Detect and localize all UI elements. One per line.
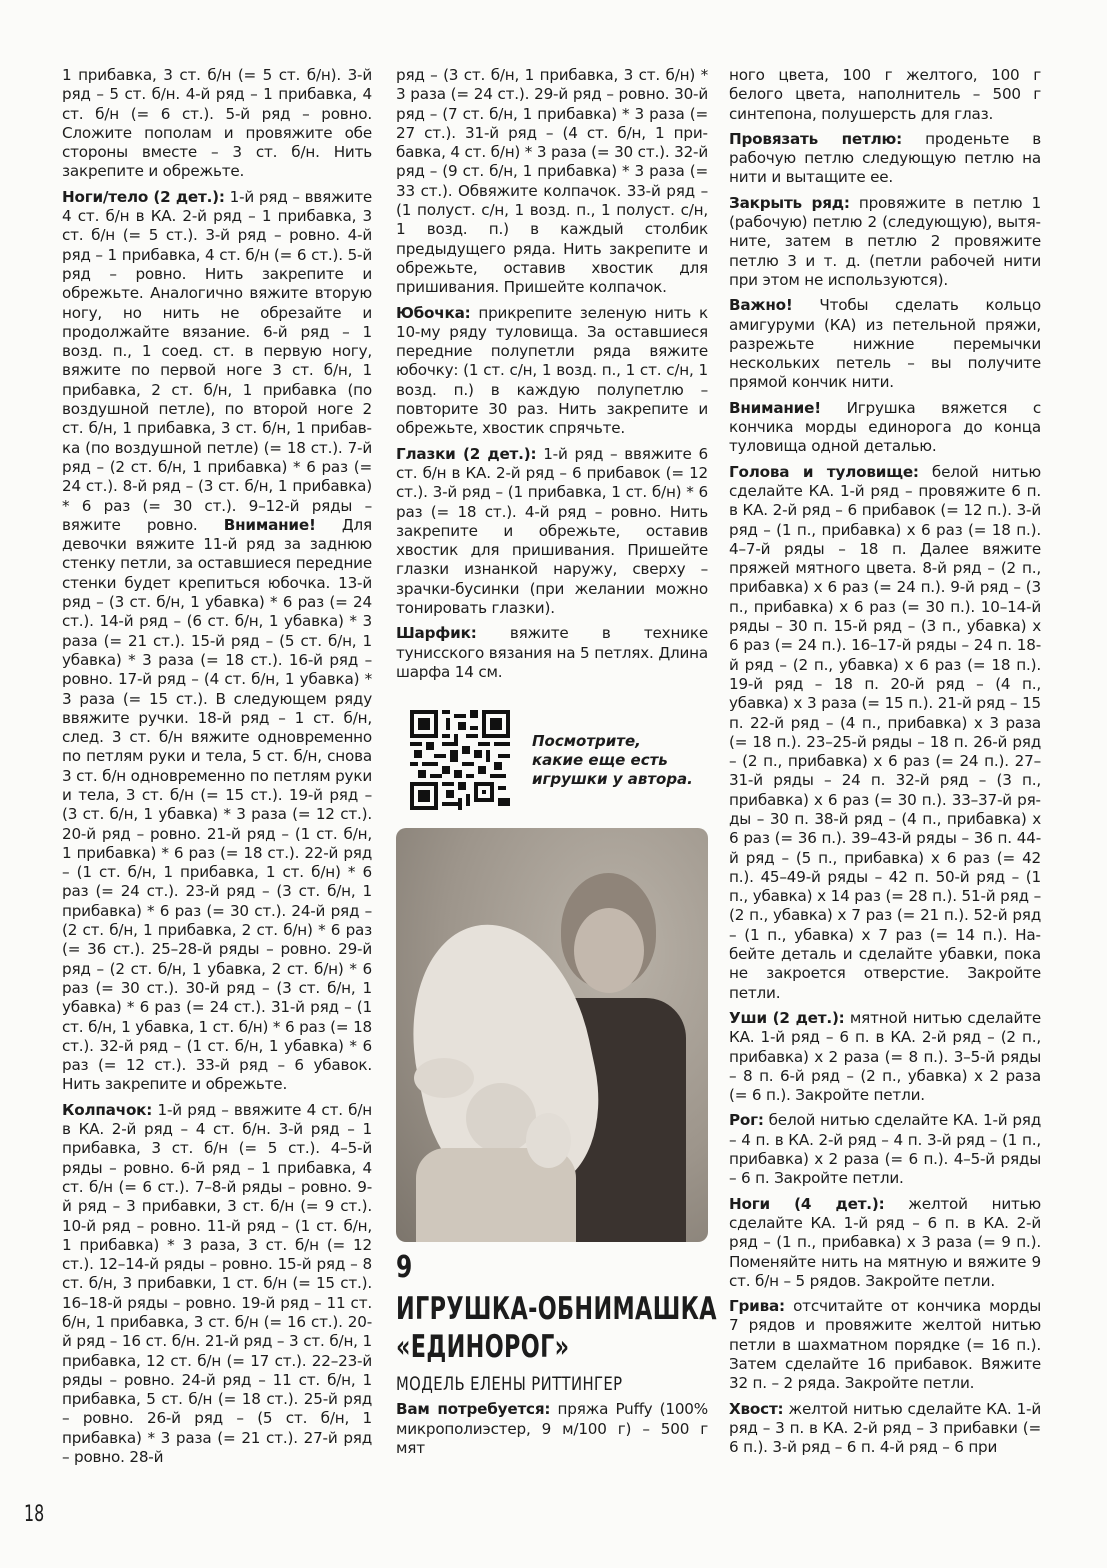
paragraph-mane: Грива: отсчитайте от кончика морды 7 рядов и провяжите желтой нитью петли в шахматном порядке (= 16 п.). Затем сделайте 16 прибавок. Вяжите 32 п. – 2 ряда. Закройте петли. (729, 1297, 1041, 1393)
paragraph-cap-continued: ряд – (3 ст. б/н, 1 прибавка, 3 ст. б/н) * 3 раза (= 24 ст.). 29-й ряд – ровно. 30-й ряд – (7 ст. б/н, 1 прибавка) * 3 раза (= 27 ст.). 31-й ряд – (4 ст. б/н, 1 прибавка, 4 ст. б/н) * 3 раза (= 30 ст.). 32-й ряд – (9 ст. б/н, 1 прибавка) * 3 раза (= 33 ст.). Обвяжите колпачок. 33-й ряд – (1 полуст. с/н, 1 возд. п., 1 полуст. с/н, 1 возд. п.) в каждый столбик предыдущего ряда. Нить закрепите и обрежьте, оставив хвостик для пришивания. Пришейте колпачок. (396, 66, 708, 297)
section-number: 9 (396, 1250, 413, 1286)
paragraph-tail: Хвост: желтой нитью сделайте КА. 1-й ряд – 3 п. в КА. 2-й ряд – 3 прибавки (= 6 п.). 3-й ряд – 6 п. 4-й ряд – 6 при (729, 1399, 1041, 1457)
paragraph-eyes: Глазки (2 дет.): 1-й ряд – ввяжите 6 ст. б/н в КА. 2-й ряд – 6 прибавок (= 12 ст.). 3-й ряд – (1 прибавка, 1 ст. б/н) * 6 раз (= 18 ст.). 4-й ряд – ровно. Нить закрепите и обрежьте, оставив хвостик для пришивания. Пришейте глазки изнанкой наружу, сверху – зрачки-бусинки (при желании можно тонировать глазки). (396, 444, 708, 618)
heading-cap: Колпачок: (62, 1100, 153, 1119)
qr-code-icon[interactable] (410, 710, 510, 810)
paragraph-legs-end: 1 прибавка, 3 ст. б/н (= 5 ст. б/н). 3-й ряд – 5 ст. б/н. 4-й ряд – 1 прибавка, 4 ст. б/н (= 6 ст.). 5-й ряд – ровно. Сложите пополам и провяжите обе стороны вместе – 3 ст. б/н. Нить закрепите и обрежьте. (62, 66, 372, 181)
heading-materials: Вам потребуется: (396, 1400, 551, 1419)
middle-column (396, 66, 717, 1464)
paragraph-scarf: Шарфик: вяжите в технике тунисского вязания на 5 петлях. Длина шарфа 14 см. (396, 624, 708, 681)
heading-eyes: Глазки (2 дет.): (396, 444, 537, 463)
paragraph-attention: Внимание! Игрушка вяжется с кончика морды единорога до конца туловища одной деталью. (729, 398, 1041, 456)
photo-toy-foot (526, 1113, 571, 1168)
paragraph-close-row: Закрыть ряд: провяжите в петлю 1 (рабочую) петлю 2 (следующую), вытяните, затем в петлю 2 провяжите петлю 3 и т. д. (петли рабочей нити при этом не используются). (729, 193, 1041, 289)
heading-horn: Рог: (729, 1111, 764, 1130)
section-author: МОДЕЛЬ ЕЛЕНЫ РИТТИНГЕР (396, 1373, 623, 1396)
heading-head-body: Голова и туловище: (729, 462, 919, 481)
heading-attention: Внимание! (729, 398, 821, 417)
heading-pull-loop: Провязать петлю: (729, 129, 902, 148)
paragraph-important: Важно! Чтобы сделать кольцо амигуруми (КА) из петельной пряжи, разрежьте нижние перемычки нескольких петель – вы получите прямой кончик нити. (729, 296, 1041, 392)
paragraph-materials: Вам потребуется: пряжа Puffy (100% микрополиэстер, 9 м/100 г) – 500 г мят (396, 1400, 708, 1457)
qr-caption: Посмотрите, какие еще есть игрушки у автора. (532, 731, 693, 788)
heading-skirt: Юбочка: (396, 303, 471, 322)
left-column (62, 66, 372, 1473)
qr-block (396, 704, 708, 816)
paragraph-materials-continued: ного цвета, 100 г желтого, 100 г белого цвета, наполнитель – 500 г синтепона, полушерсть для глаз. (729, 66, 1041, 123)
heading-important: Важно! (729, 296, 793, 315)
paragraph-pull-loop: Провязать петлю: проденьте в рабочую петлю следующую петлю на нити и вытащите ее. (729, 129, 1041, 187)
section-title: ИГРУШКА-ОБНИМАШКА «ЕДИНОРОГ» (396, 1291, 717, 1366)
paragraph-legs: Ноги (4 дет.): желтой нитью сделайте КА. 1-й ряд – 6 п. в КА. 2-й ряд – (1 п., прибавка) x 3 раза (= 9 п.). Поменяйте нить на мятную и вяжите 9 ст. б/н – 5 рядов. Закройте петли. (729, 1194, 1041, 1290)
attention-label: Внимание! (223, 515, 316, 534)
paragraph-legs-body: Ноги/тело (2 дет.): 1-й ряд – ввяжите 4 ст. б/н в КА. 2-й ряд – 1 прибавка, 3 ст. б/н (= 5 ст.). 3-й ряд – ровно. 4-й ряд – 1 прибавка, 4 ст. б/н (= 6 ст.). 5-й ряд – ровно. Нить закрепите и обрежьте. Аналогично вяжите вторую ногу, но нить не обрезайте и продолжайте вязание. 6-й ряд – 1 возд. п., 1 соед. ст. в первую ногу, вяжите по первой ноге 3 ст. б/н, 1 прибавка, 2 ст. б/н, 1 прибавка (по воздушной петле), по второй ноге 2 ст. б/н, 1 прибавка, 3 ст. б/н, 1 прибавка (по воздушной петле) (= 18 ст.). 7-й ряд – (2 ст. б/н, 1 прибавка) * 6 раз (= 24 ст.). 8-й ряд – (3 ст. б/н, 1 прибавка) * 6 раз (= 30 ст.). 9–12-й ряды – вяжите ровно. Внимание! Для девочки вяжите 11-й ряд за заднюю стенку петли, за оставшиеся передние стенки будет крепиться юбочка. 13-й ряд – (3 ст. б/н, 1 убавка) * 6 раз (= 24 ст.). 14-й ряд – (6 ст. б/н, 1 убавка) * 3 раза (= 21 ст.). 15-й ряд – (5 ст. б/н, 1 убавка) * 3 раза (= 18 ст.). 16-й ряд – ровно. 17-й ряд – (4 ст. б/н, 1 убавка) * 3 раза (= 15 ст.). В следующем ряду ввяжите ручки. 18-й ряд – 1 ст. б/н, след. 3 ст. б/н вяжите одновременно по петлям руки и тела, 5 ст. б/н, снова 3 ст. б/н одновременно по петлям руки и тела, 3 ст. б/н (= 15 ст.). 19-й ряд – (3 ст. б/н, 1 убавка) * 3 раза (= 12 ст.). 20-й ряд – ровно. 21-й ряд – (1 ст. б/н, 1 прибавка) * 6 раз (= 18 ст.). 22-й ряд – (1 ст. б/н, 1 прибавка, 1 ст. б/н) * 6 раз (= 24 ст.). 23-й ряд – (3 ст. б/н, 1 прибавка) * 6 раз (= 30 ст.). 24-й ряд – (2 ст. б/н, 1 прибавка, 2 ст. б/н) * 6 раз (= 36 ст.). 25–28-й ряды – ровно. 29-й ряд – (2 ст. б/н, 1 убавка, 2 ст. б/н) * 6 раз (= 30 ст.). 30-й ряд – (3 ст. б/н, 1 убавка) * 6 раз (= 24 ст.). 31-й ряд – (1 ст. б/н, 1 убавка, 1 ст. б/н) * 6 раз (= 18 ст.). 32-й ряд – (1 ст. б/н, 1 убавка) * 6 раз (= 12 ст.). 33-й ряд – 6 убавок. Нить закрепите и обрежьте. (62, 187, 372, 1094)
heading-legs-body: Ноги/тело (2 дет.): (62, 187, 225, 206)
paragraph-head-body: Голова и туловище: белой нитью сделайте КА. 1-й ряд – провяжите 6 п. в КА. 2-й ряд – 6 прибавок (= 12 п.). 3-й ряд – (1 п., прибавка) x 6 раз (= 18 п.). 4–7-й ряды – 18 п. Далее вяжите пряжей мятного цвета. 8-й ряд – (2 п., прибавка) x 6 раз (= 24 п.). 9-й ряд – (3 п., прибавка) x 6 раз (= 30 п.). 10–14-й ряды – 30 п. 15-й ряд – (3 п., убавка) x 6 раз (= 24 п.). 16–17-й ряды – 24 п. 18-й ряд – (2 п., убавка) x 6 раз (= 18 п.). 19-й ряд – 18 п. 20-й ряд – (4 п., убавка) x 3 раза (= 15 п.). 21-й ряд – 15 п. 22-й ряд – (4 п., прибавка) x 3 раза (= 18 п.). 23–25-й ряды – 18 п. 26-й ряд – (2 п., прибавка) x 6 раз (= 24 п.). 27–31-й ряды – 24 п. 32-й ряд – (3 п., прибавка) x 6 раз (= 30 п.). 33–37-й ряды – 30 п. 38-й ряд – (4 п., прибавка) x 6 раз (= 36 п.). 39–43-й ряды – 36 п. 44-й ряд – (5 п., прибавка) x 6 раз (= 42 п.). 45–49-й ряды – 42 п. 50-й ряд – (1 п., убавка) x 14 раз (= 28 п.). 51-й ряд – (2 п., убавка) x 7 раз (= 21 п.). 52-й ряд – (1 п., убавка) x 7 раз (= 14 п.). Набейте деталь и сделайте убавки, пока не закроется отверстие. Закройте петли. (729, 462, 1042, 1002)
photo-toy-ear (414, 1058, 474, 1098)
heading-close-row: Закрыть ряд: (729, 193, 850, 212)
heading-tail: Хвост: (729, 1399, 784, 1418)
unicorn-photo (396, 828, 708, 1242)
heading-mane: Грива: (729, 1297, 785, 1316)
page-number: 18 (24, 1502, 45, 1527)
paragraph-skirt: Юбочка: прикрепите зеленую нить к 10-му ряду туловища. За оставшиеся передние полупетли ряда вяжите юбочку: (1 ст. с/н, 1 возд. п., 1 ст. с/н, 1 возд. п.) в каждую полупетлю – повторите 30 раз. Нить закрепите и обрежьте, хвостик спрячьте. (396, 303, 708, 438)
heading-legs: Ноги (4 дет.): (729, 1194, 885, 1213)
paragraph-ears: Уши (2 дет.): мятной нитью сделайте КА. 1-й ряд – 6 п. в КА. 2-й ряд – (2 п., прибавка) x 2 раза (= 8 п.). 3–5-й ряды – 8 п. 6-й ряд – (2 п., убавка) x 2 раза (= 6 п.). Закройте петли. (729, 1008, 1041, 1105)
right-column (729, 66, 1041, 1463)
paragraph-horn: Рог: белой нитью сделайте КА. 1-й ряд – 4 п. в КА. 2-й ряд – 4 п. 3-й ряд – (1 п., прибавка) x 2 раза (= 6 п.). 4–5-й ряды – 6 п. Закройте петли. (729, 1111, 1041, 1188)
photo-girl-face (574, 908, 644, 993)
heading-scarf: Шарфик: (396, 624, 477, 643)
heading-ears: Уши (2 дет.): (729, 1008, 845, 1027)
paragraph-cap: Колпачок: 1-й ряд – ввяжите 4 ст. б/н в КА. 2-й ряд – 4 ст. б/н. 3-й ряд – 1 прибавка, 3 ст. б/н (= 5 ст.). 4–5-й ряды – ровно. 6-й ряд – 1 прибавка, 4 ст. б/н (= 6 ст.). 7–8-й ряды – ровно. 9-й ряд – 3 прибавки, 3 ст. б/н (= 9 ст.). 10-й ряд – ровно. 11-й ряд – (1 ст. б/н, 1 прибавка) * 3 раза, 3 ст. б/н (= 12 ст.). 12–14-й ряды – ровно. 15-й ряд – 8 ст. б/н, 3 прибавки, 1 ст. б/н (= 15 ст.). 16–18-й ряды – ровно. 19-й ряд – 11 ст. б/н, 1 прибавка, 3 ст. б/н (= 16 ст.). 20-й ряд – 16 ст. б/н. 21-й ряд – 3 ст. б/н, 1 прибавка, 12 ст. б/н (= 17 ст.). 22–23-й ряды – ровно. 24-й ряд – 11 ст. б/н, 1 прибавка, 5 ст. б/н (= 18 ст.). 25-й ряд – ровно. 26-й ряд – (5 ст. б/н, 1 прибавка) * 3 раза (= 21 ст.). 27-й ряд – ровно. 28-й (62, 1100, 372, 1467)
